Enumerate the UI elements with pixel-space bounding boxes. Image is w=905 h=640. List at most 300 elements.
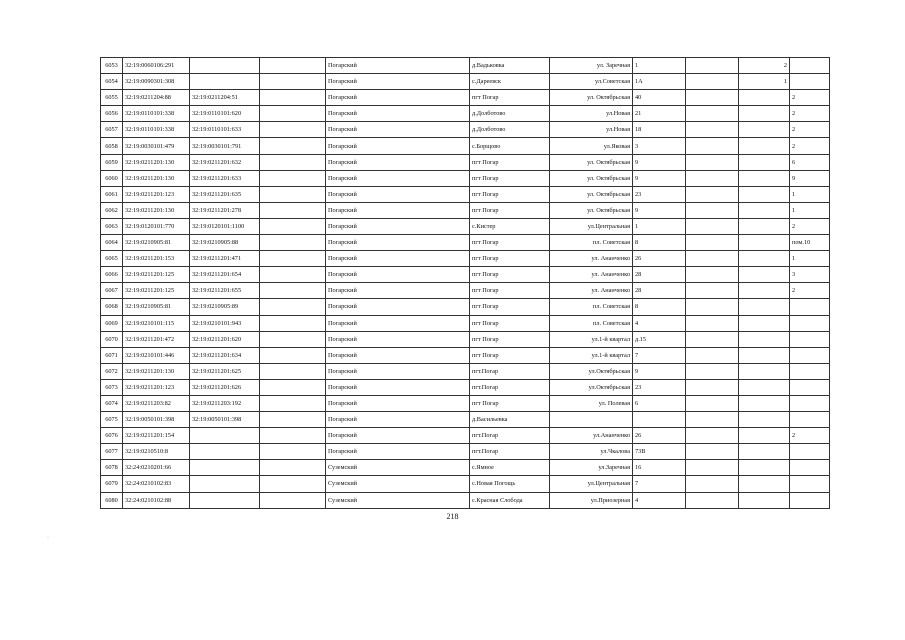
table-cell: 32:19:0211203:82 <box>123 395 190 411</box>
table-row <box>101 74 830 90</box>
table-cell: 2 <box>790 218 830 234</box>
table-cell <box>686 363 739 379</box>
table-cell: Погарский <box>326 315 470 331</box>
table-cell: 32:19:0211201:130 <box>123 170 190 186</box>
table-cell: ул. Октябрьская <box>550 202 633 218</box>
table-row <box>101 476 830 492</box>
table-cell: 9 <box>633 363 686 379</box>
table-cell: 6059 <box>101 154 123 170</box>
table-cell: 28 <box>633 283 686 299</box>
table-cell: 2 <box>790 90 830 106</box>
table-cell: Погарский <box>326 235 470 251</box>
table-cell <box>739 379 790 395</box>
table-cell: Суземский <box>326 460 470 476</box>
table-cell: Погарский <box>326 170 470 186</box>
table-cell: ул.Центральная <box>550 476 633 492</box>
table-cell: 8 <box>633 299 686 315</box>
table-cell: пом.10 <box>790 235 830 251</box>
table-cell: 23 <box>633 186 686 202</box>
table-row <box>101 428 830 444</box>
table-cell <box>260 363 326 379</box>
table-cell: пгт Погар <box>470 347 550 363</box>
table-cell <box>260 74 326 90</box>
table-cell <box>190 492 260 508</box>
table-cell: 2 <box>739 58 790 74</box>
table-cell: 6064 <box>101 235 123 251</box>
table-cell: пгт Погар <box>470 283 550 299</box>
table-cell <box>686 395 739 411</box>
table-cell: 32:19:0211201:620 <box>190 331 260 347</box>
table-cell <box>790 58 830 74</box>
table-cell: Погарский <box>326 347 470 363</box>
table-cell: 32:19:0120101:770 <box>123 218 190 234</box>
table-cell: 32:19:0110101:338 <box>123 122 190 138</box>
table-cell <box>686 299 739 315</box>
table-cell <box>790 299 830 315</box>
table-cell: с.Дареевск <box>470 74 550 90</box>
table-cell: 32:19:0050101:398 <box>123 412 190 428</box>
table-cell <box>790 412 830 428</box>
table-cell <box>686 58 739 74</box>
table-row <box>101 299 830 315</box>
table-cell <box>790 395 830 411</box>
table-cell: 6071 <box>101 347 123 363</box>
table-cell: 32:19:0211201:123 <box>123 186 190 202</box>
table-cell: Погарский <box>326 202 470 218</box>
table-cell: 6067 <box>101 283 123 299</box>
table-cell: пгт Погар <box>470 90 550 106</box>
table-row <box>101 444 830 460</box>
table-cell: 6073 <box>101 379 123 395</box>
table-cell: Погарский <box>326 186 470 202</box>
table-cell <box>739 460 790 476</box>
table-cell <box>260 58 326 74</box>
table-cell: 6065 <box>101 251 123 267</box>
table-cell: пгт.Погар <box>470 363 550 379</box>
table-cell <box>686 412 739 428</box>
table-cell: 32:19:0210101:446 <box>123 347 190 363</box>
table-cell <box>550 412 633 428</box>
table-cell: 6069 <box>101 315 123 331</box>
table-cell: ул.Чкалова <box>550 444 633 460</box>
table-cell <box>190 460 260 476</box>
table-cell: Погарский <box>326 58 470 74</box>
table-cell: 32:19:0211201:471 <box>190 251 260 267</box>
table-cell <box>260 347 326 363</box>
table-row <box>101 379 830 395</box>
table-cell <box>686 170 739 186</box>
table-cell: Погарский <box>326 74 470 90</box>
table-cell: пгт.Погар <box>470 379 550 395</box>
table-cell: ул.Советская <box>550 74 633 90</box>
table-cell <box>686 331 739 347</box>
table-cell <box>686 476 739 492</box>
table-cell: 32:19:0211201:633 <box>190 170 260 186</box>
table-row <box>101 412 830 428</box>
table-cell: 32:19:0120101:1100 <box>190 218 260 234</box>
table-cell <box>739 267 790 283</box>
table-cell: пгт Погар <box>470 315 550 331</box>
table-cell: ул.1-й квартал <box>550 331 633 347</box>
table-cell: 6076 <box>101 428 123 444</box>
table-cell: 1 <box>739 74 790 90</box>
table-cell <box>260 218 326 234</box>
table-cell: Суземский <box>326 492 470 508</box>
table-cell <box>686 235 739 251</box>
table-cell: ул.Новая <box>550 106 633 122</box>
table-cell <box>260 428 326 444</box>
table-cell: 40 <box>633 90 686 106</box>
table-cell: 6 <box>790 154 830 170</box>
table-cell <box>260 315 326 331</box>
table-cell <box>739 363 790 379</box>
table-cell: 32:19:0211201:130 <box>123 363 190 379</box>
table-cell: 32:19:0211201:625 <box>190 363 260 379</box>
table-cell: Погарский <box>326 331 470 347</box>
table-cell: 6060 <box>101 170 123 186</box>
table-cell: пгт.Погар <box>470 444 550 460</box>
table-cell: 6075 <box>101 412 123 428</box>
table-cell <box>190 428 260 444</box>
table-cell <box>790 492 830 508</box>
table-cell <box>260 186 326 202</box>
table-row <box>101 122 830 138</box>
table-cell <box>260 395 326 411</box>
table-cell: 4 <box>633 492 686 508</box>
table-cell <box>739 412 790 428</box>
table-row <box>101 202 830 218</box>
table-row <box>101 363 830 379</box>
table-cell: Погарский <box>326 395 470 411</box>
table-cell: 6061 <box>101 186 123 202</box>
table-cell: 3 <box>790 267 830 283</box>
margin-mark: · <box>47 535 49 541</box>
table-cell <box>260 379 326 395</box>
table-cell: пгт.Погар <box>470 428 550 444</box>
table-cell: Погарский <box>326 299 470 315</box>
table-cell: ул. Ананченко <box>550 267 633 283</box>
table-cell: 2 <box>790 106 830 122</box>
table-cell <box>739 476 790 492</box>
table-cell <box>739 331 790 347</box>
table-cell <box>260 444 326 460</box>
table-cell: 32:19:0211203:192 <box>190 395 260 411</box>
table-cell: 6058 <box>101 138 123 154</box>
table-cell <box>686 267 739 283</box>
table-cell <box>260 154 326 170</box>
table-cell: 1 <box>790 251 830 267</box>
table-cell <box>686 315 739 331</box>
table-row <box>101 58 830 74</box>
table-cell <box>739 283 790 299</box>
table-cell: 8 <box>633 235 686 251</box>
table-row <box>101 315 830 331</box>
table-cell: ул. Октябрьская <box>550 170 633 186</box>
table-row <box>101 186 830 202</box>
table-cell: 6066 <box>101 267 123 283</box>
table-cell: пл. Советская <box>550 315 633 331</box>
table-cell: 32:19:0211201:130 <box>123 154 190 170</box>
table-row <box>101 138 830 154</box>
table-cell: 32:19:0050101:398 <box>190 412 260 428</box>
table-cell: ул.Новая <box>550 122 633 138</box>
table-cell: с.Красная Слобода <box>470 492 550 508</box>
table-cell: пгт Погар <box>470 267 550 283</box>
table-cell: ул. Заречная <box>550 58 633 74</box>
table-cell: Погарский <box>326 283 470 299</box>
table-cell: 1 <box>790 186 830 202</box>
table-cell: 6077 <box>101 444 123 460</box>
table-cell: пгт Погар <box>470 170 550 186</box>
table-cell: 32:19:0211201:125 <box>123 267 190 283</box>
table-cell: пгт Погар <box>470 331 550 347</box>
table-cell <box>739 138 790 154</box>
table-cell: пгт Погар <box>470 235 550 251</box>
table-cell <box>190 476 260 492</box>
table-cell: пгт Погар <box>470 395 550 411</box>
table-cell: пгт Погар <box>470 154 550 170</box>
table-cell: ул.Октябрьская <box>550 363 633 379</box>
table-cell: 6 <box>633 395 686 411</box>
table-cell: Погарский <box>326 90 470 106</box>
table-cell: 32:19:0211201:130 <box>123 202 190 218</box>
table-cell <box>260 267 326 283</box>
table-cell: 2 <box>790 283 830 299</box>
table-cell: 32:19:0090301:308 <box>123 74 190 90</box>
table-cell: 23 <box>633 379 686 395</box>
table-cell: 32:19:0210510:8 <box>123 444 190 460</box>
table-cell: пгт Погар <box>470 186 550 202</box>
table-cell: Погарский <box>326 363 470 379</box>
table-cell: ул. Полевая <box>550 395 633 411</box>
table-cell: 32:19:0060106:291 <box>123 58 190 74</box>
table-cell: 32:19:0210905:89 <box>190 299 260 315</box>
table-cell <box>790 331 830 347</box>
table-cell <box>790 444 830 460</box>
table-cell: 6057 <box>101 122 123 138</box>
table-cell: 32:19:0211201:635 <box>190 186 260 202</box>
table-cell: 32:19:0211201:154 <box>123 428 190 444</box>
table-cell: 73В <box>633 444 686 460</box>
table-cell <box>686 251 739 267</box>
table-cell: пгт Погар <box>470 299 550 315</box>
table-cell: ул.1-й квартал <box>550 347 633 363</box>
table-cell <box>190 58 260 74</box>
table-cell: ул. Ананченко <box>550 283 633 299</box>
table-cell: 32:19:0211204:88 <box>123 90 190 106</box>
table-cell <box>686 74 739 90</box>
table-cell: ул.Заречная <box>550 460 633 476</box>
table-cell <box>686 122 739 138</box>
table-cell: 9 <box>633 170 686 186</box>
table-cell <box>190 74 260 90</box>
table-cell: д.Долботово <box>470 122 550 138</box>
table-row <box>101 331 830 347</box>
table-cell <box>260 460 326 476</box>
table-cell <box>739 106 790 122</box>
table-cell: 32:19:0211204:51 <box>190 90 260 106</box>
table-cell: 32:19:0211201:634 <box>190 347 260 363</box>
table-row <box>101 90 830 106</box>
table-cell: 9 <box>633 202 686 218</box>
table-cell: 9 <box>790 170 830 186</box>
table-row <box>101 492 830 508</box>
table-cell: 32:19:0211201:125 <box>123 283 190 299</box>
table-row <box>101 460 830 476</box>
table-cell <box>790 315 830 331</box>
table-cell <box>686 138 739 154</box>
table-cell: 32:19:0211201:123 <box>123 379 190 395</box>
table-cell: 6055 <box>101 90 123 106</box>
table-cell <box>739 90 790 106</box>
table-cell: 6078 <box>101 460 123 476</box>
table-cell <box>790 379 830 395</box>
table-cell: 2 <box>790 122 830 138</box>
table-cell <box>739 315 790 331</box>
table-cell: 6072 <box>101 363 123 379</box>
table-cell <box>686 283 739 299</box>
table-cell: Погарский <box>326 122 470 138</box>
table-cell: 4 <box>633 315 686 331</box>
table-cell <box>739 299 790 315</box>
table-cell <box>790 460 830 476</box>
table-cell: 32:19:0211201:472 <box>123 331 190 347</box>
table-cell: 6074 <box>101 395 123 411</box>
page-number: 218 <box>446 512 459 521</box>
table-row <box>101 283 830 299</box>
table-cell <box>686 428 739 444</box>
table-cell: ул. Октябрьская <box>550 154 633 170</box>
table-cell <box>739 186 790 202</box>
table-cell: 18 <box>633 122 686 138</box>
table-cell <box>739 395 790 411</box>
table-cell: Суземский <box>326 476 470 492</box>
table-cell: 32:19:0030101:791 <box>190 138 260 154</box>
table-cell: ул. Октябрьская <box>550 90 633 106</box>
table-cell <box>739 202 790 218</box>
table-cell: Погарский <box>326 379 470 395</box>
table-cell: 32:19:0211201:278 <box>190 202 260 218</box>
table-cell <box>686 492 739 508</box>
table-cell: 2 <box>790 428 830 444</box>
table-cell: 32:19:0211201:153 <box>123 251 190 267</box>
table-cell: 32:24:0210102:83 <box>123 476 190 492</box>
table-row <box>101 154 830 170</box>
table-cell <box>260 476 326 492</box>
table-cell: 32:24:0210102:88 <box>123 492 190 508</box>
table-cell: 21 <box>633 106 686 122</box>
table-cell: 32:19:0211201:626 <box>190 379 260 395</box>
table-cell: с.Кистер <box>470 218 550 234</box>
table-cell: пл. Советская <box>550 299 633 315</box>
table-cell: Погарский <box>326 251 470 267</box>
table-cell: ул.Центральная <box>550 218 633 234</box>
table-cell: 26 <box>633 251 686 267</box>
table-cell <box>739 428 790 444</box>
table-cell: 6053 <box>101 58 123 74</box>
table-cell <box>260 283 326 299</box>
table-cell <box>686 460 739 476</box>
table-cell <box>739 154 790 170</box>
table-cell: 32:19:0210101:115 <box>123 315 190 331</box>
table-cell: 32:19:0110101:620 <box>190 106 260 122</box>
table-cell: Погарский <box>326 218 470 234</box>
table-cell: Погарский <box>326 428 470 444</box>
table-cell: 2 <box>790 138 830 154</box>
table-row <box>101 347 830 363</box>
table-cell <box>260 170 326 186</box>
table-cell <box>790 476 830 492</box>
table-cell: 6068 <box>101 299 123 315</box>
table-cell: ул.Яковая <box>550 138 633 154</box>
table-cell <box>686 106 739 122</box>
table-cell <box>739 218 790 234</box>
table-cell: 7 <box>633 476 686 492</box>
table-cell: 32:19:0211201:654 <box>190 267 260 283</box>
table-cell <box>790 363 830 379</box>
table-row <box>101 395 830 411</box>
table-cell: ул. Октябрьская <box>550 186 633 202</box>
table-cell: 6062 <box>101 202 123 218</box>
table-cell <box>260 492 326 508</box>
table-cell: 1 <box>633 58 686 74</box>
table-cell: пл. Советская <box>550 235 633 251</box>
table-cell <box>260 90 326 106</box>
table-cell <box>686 444 739 460</box>
table-cell <box>260 106 326 122</box>
table-cell: 28 <box>633 267 686 283</box>
table-cell: 9 <box>633 154 686 170</box>
table-cell: д.Долботово <box>470 106 550 122</box>
table-cell <box>260 251 326 267</box>
table-cell: Погарский <box>326 154 470 170</box>
table-cell <box>739 170 790 186</box>
table-cell: 3 <box>633 138 686 154</box>
table-cell: 6080 <box>101 492 123 508</box>
table-cell <box>686 186 739 202</box>
table-cell: Погарский <box>326 412 470 428</box>
table-cell: с.Новая Погощь <box>470 476 550 492</box>
table-cell: 6079 <box>101 476 123 492</box>
table-cell <box>739 122 790 138</box>
table-cell <box>686 347 739 363</box>
table-row <box>101 218 830 234</box>
table-cell: 32:19:0030101:479 <box>123 138 190 154</box>
table-cell: 6054 <box>101 74 123 90</box>
table-cell: ул.Приозерная <box>550 492 633 508</box>
table-cell: Погарский <box>326 138 470 154</box>
table-cell <box>686 154 739 170</box>
table-cell <box>686 90 739 106</box>
table-cell: Погарский <box>326 444 470 460</box>
table-cell <box>260 331 326 347</box>
table-cell: Погарский <box>326 267 470 283</box>
table-cell: 32:19:0110101:633 <box>190 122 260 138</box>
table-cell: 32:24:0210201:66 <box>123 460 190 476</box>
table-row <box>101 170 830 186</box>
table-cell: ул.Октябрьская <box>550 379 633 395</box>
table-cell <box>260 202 326 218</box>
table-cell: ул. Ананченко <box>550 251 633 267</box>
registry-table <box>100 57 830 509</box>
table-cell: 32:19:0210905:81 <box>123 235 190 251</box>
table-cell <box>739 492 790 508</box>
table-cell: д.Васильевка <box>470 412 550 428</box>
table-cell <box>739 235 790 251</box>
table-row <box>101 235 830 251</box>
table-cell: 7 <box>633 347 686 363</box>
table-cell <box>739 444 790 460</box>
